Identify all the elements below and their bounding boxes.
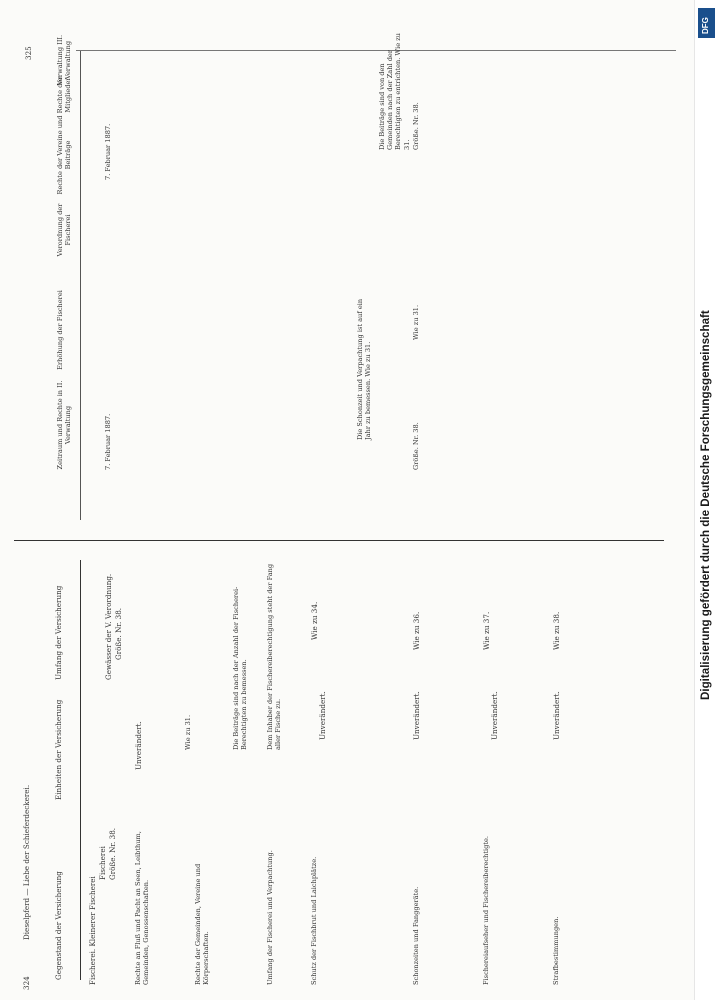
left-row-9-scope: Wie zu 38. (552, 611, 561, 650)
dfg-logo: DFG (698, 8, 715, 38)
right-col-header-2: Erhöhung der Fischerei (56, 290, 64, 370)
left-col-header-2: Einheiten der Versicherung (54, 699, 63, 800)
left-row-6-unit: Unverändert. (318, 691, 327, 740)
left-row-8-unit: Unverändert. (490, 691, 499, 740)
left-row-7-subject: Schonzeiten und Fanggeräte. (412, 886, 420, 985)
right-page-number: 325 (24, 46, 33, 60)
left-row-8-subject: Fischereiaufseher und Fischereiberechtigte. (482, 835, 490, 985)
right-col-header-1: Zeitraum und Rechte in II. Verwaltung (56, 380, 73, 470)
left-row-4-subject: Rechte der Gemeinden, Vereine und Körperschaften. (194, 863, 211, 985)
right-col-header-3: Verordnung der Fischerei (56, 203, 73, 257)
left-row-1-subject: Fischerei. Kleinerer Fischerei (88, 876, 97, 985)
right-row-3-c5: Größe. Nr. 38. (412, 102, 420, 150)
left-row-9-subject: Strafbestimmungen. (552, 916, 560, 985)
left-row-3-scope: Wie zu 31. (184, 714, 192, 750)
left-row-4-scope: Die Beiträge sind nach der Anzahl der Fischerei-Berechtigten zu bemessen. (232, 586, 249, 750)
right-row-2-c3: Wie zu 31. (412, 304, 420, 340)
rule-right-sub (76, 50, 676, 51)
left-row-9-unit: Unverändert. (552, 691, 561, 740)
left-row-3-unit: Unverändert. (134, 721, 143, 770)
right-row-2-c1: Größe. Nr. 38. (412, 422, 420, 470)
left-row-6-subject: Schutz der Fischbrut und Laichplätze. (310, 856, 318, 985)
right-col-header-4: Rechte der Vereine und Beiträge (56, 115, 73, 195)
left-row-8-scope: Wie zu 37. (482, 611, 491, 650)
left-row-7-scope: Wie zu 36. (412, 611, 421, 650)
left-row-2-scope: Größe. Nr. 38. (114, 607, 123, 660)
banner-text: Digitalisierung gefördert durch die Deutsche Forschungsgemeinschaft (699, 310, 712, 700)
left-row-1-unit: Fischerei (98, 846, 107, 880)
right-col-header-5: Rechte der Mitglieder (56, 76, 73, 114)
right-row-1-c1: 7. Februar 1887. (104, 413, 112, 470)
left-row-2-subject: Größe. Nr. 38. (108, 827, 117, 880)
left-row-7-unit: Unverändert. (412, 691, 421, 740)
rule-page-top (14, 540, 664, 541)
rule-right-header (80, 50, 81, 520)
left-row-5-subject: Umfang der Fischerei und Verpachtung. (266, 850, 274, 985)
left-row-6-scope: Wie zu 34. (310, 601, 319, 640)
right-col-header-6: Verwaltung III. Verwaltung (56, 34, 73, 86)
left-col-header-1: Gegenstand der Versicherung (54, 871, 63, 980)
right-row-1-c5: 7. Februar 1887. (104, 123, 112, 180)
left-row-1-scope: Gewässer der V. Verordnung. (104, 573, 113, 680)
running-head: Dieselpferd — Liebe der Schieferdeckerei. (22, 784, 31, 940)
right-row-1-c3: Die Schonzeit und Verpachtung ist auf ein Jahr zu bemessen. Wie zu 31. (356, 298, 373, 440)
left-col-header-3: Umfang der Versicherung (54, 585, 63, 680)
right-row-2-c5: Die Beiträge sind von den Gemeinden nach der Zahl der Berechtigten zu entrichten. Wie zu 31. (378, 33, 411, 150)
rule-left-header (80, 560, 81, 980)
left-row-3-subject: Rechte an Fluß und Pacht an Seen, Leibthum, Gemeinden, Genossenschaften. (134, 831, 151, 985)
digitization-banner (694, 0, 718, 1000)
left-row-5-scope: Dem Inhaber der Fischereiberechtigung steht der Fang aller Fische zu. (266, 563, 283, 750)
page-number: 324 (22, 976, 31, 990)
